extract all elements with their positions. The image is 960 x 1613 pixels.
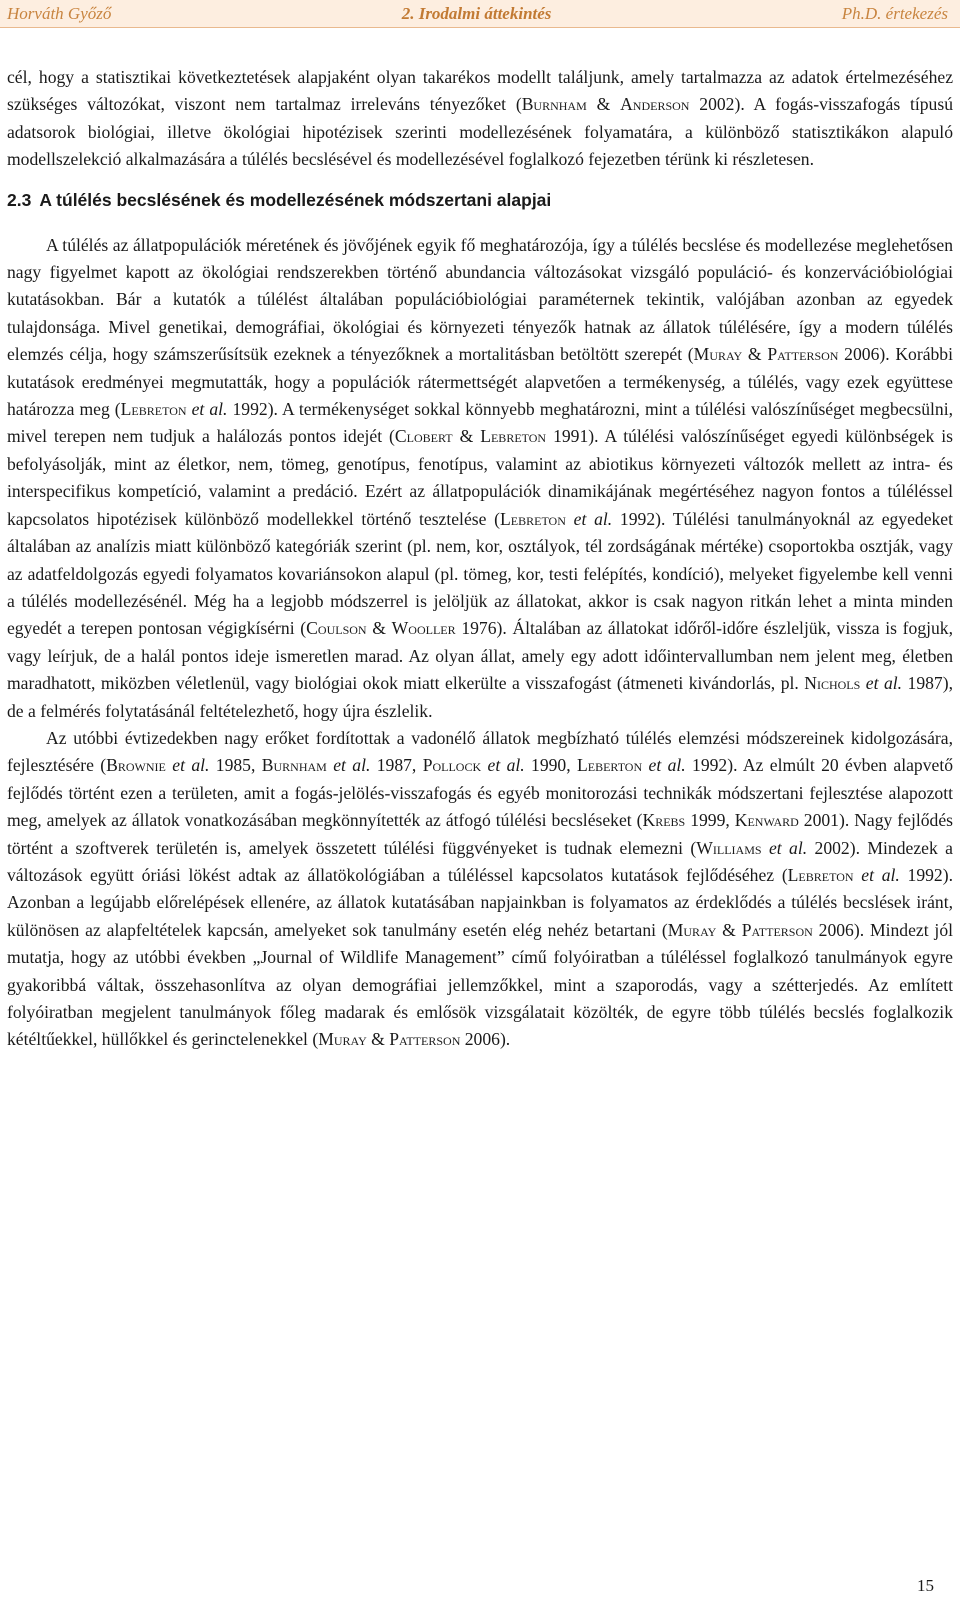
citation-author: Nichols [804, 673, 861, 694]
text: & [716, 919, 742, 940]
citation-author: Muray [667, 919, 717, 940]
citation-author: Lebreton [480, 426, 547, 447]
et-al: et al. [861, 864, 900, 885]
et-al: et al. [768, 837, 808, 858]
running-header [0, 0, 960, 28]
et-al: et al. [865, 673, 903, 694]
text: 1992). A termékenységet sokkal könnyebb meghatározni, mint a túlélési valószínűséget megbecsülni, mivel terepen nem tudjuk a halálozás pontos idejét ( [7, 399, 953, 447]
text: & [366, 1029, 390, 1050]
et-al: et al. [487, 755, 525, 776]
text: 1999, [685, 810, 735, 831]
paragraph-1 [7, 64, 953, 174]
paragraph-2 [7, 232, 953, 725]
text: 2002). Mindezek a változások együtt óriási lökést adtak az állatökológiában a túléléssel kapcsolatos kutatások fejlődéséhez ( [7, 837, 953, 885]
text: 1992). Azonban a legújabb előrelépések ellenére, az állatok kutatásában napjainkban is folyamatos az érdeklődés a túlélés becslések iránt, különösen az alapfeltételek kapcsán, amelyeket sok tanulmány esetén elég nehéz betartani ( [7, 864, 953, 940]
text: & [366, 618, 392, 639]
header-chapter: 2. Irodalmi áttekintés [401, 3, 552, 23]
page-number: 15 [917, 1576, 934, 1595]
text: A túlélés az állatpopulációk méretének és jövőjének egyik fő meghatározója, így a túlélés becslése és modellezése meglehetősen nagy figyelmet kapott az ökológiai rendszerekben történő abundancia változásokat vizsgáló populáció- és konzervációbiológiai kutatásokban. Bár a kutatók a túlélést általában populációbiológiai paraméternek tekintik, valójában azonban az egyedek tulajdonsága. Mivel genetikai, demográfiai, ökológiai és környezeti tényezők hatnak az állatok túlélésére, így a modern túlélés elemzés célja, hogy számszerűsítsük ezeknek a tényezőknek a mortalitásban betöltött szerepét ( [7, 234, 953, 365]
paragraph-3 [7, 725, 953, 1054]
citation-author: Coulson [306, 618, 367, 639]
citation-author: Krebs [642, 810, 686, 831]
citation-author: Brownie [106, 755, 166, 776]
citation-author: Muray [318, 1029, 367, 1050]
citation-author: Lebreton [120, 399, 187, 420]
et-al: et al. [333, 755, 371, 776]
section-title: A túlélés becslésének és modellezésének módszertani alapjai [39, 189, 552, 210]
text: 1987, [370, 755, 423, 776]
et-al: et al. [191, 399, 228, 420]
page-body [7, 64, 953, 1054]
et-al: et al. [648, 755, 686, 776]
header-doctype: Ph.D. értekezés [841, 3, 948, 23]
citation-author: Patterson [389, 1029, 461, 1050]
text: 2006). [460, 1029, 511, 1050]
et-al: et al. [172, 755, 210, 776]
text: 1976). Általában az állatokat időről-időre észleljük, vissza is fogjuk, vagy leírjuk, de a halál pontos ideje ismeretlen marad. Az olyan állat, amely egy adott időintervallumban nem jelent meg, életben maradhatott, miközben véletlenül, vagy biológiai okok miatt elkerülte a visszafogást (átmeneti kivándorlás, pl. [7, 618, 953, 694]
citation-author: Wooller [391, 618, 456, 639]
text: Az utóbbi évtizedekben nagy erőket fordítottak a vadonélő állatok megbízható túlélés elemzési módszereinek kidolgozására, fejlesztésére ( [7, 727, 953, 776]
citation-author: Clobert [394, 426, 453, 447]
text: 1992). Az elmúlt 20 évben alapvető fejlődés történt ezen a területen, amit a fogás-jelölés-visszafogás és egyéb monitorozási technikák módszertani fejlesztése alapozott meg, amelyek az állatok vonatkozásában megkönnyítették az átfogó túlélési becsléseket ( [7, 755, 954, 831]
text: cél, hogy a statisztikai következtetések alapjaként olyan takarékos modellt találjunk, amely tartalmazza az adatok értelmezéséhez szükséges változókat, viszont nem tartalmaz irreleváns tényezőket ( [7, 67, 953, 115]
text: 1992). Túlélési tanulmányoknál az egyedeket általában az analízis miatt különböző kategóriák szerint (pl. nem, kor, osztályok, tél zordságának mértéke) csoportokba osztják, vagy az adatfeldolgozás egyedi folyamatos kovariánsokon alapul (pl. tömeg, kor, testi felépítés, kondíció), melyeket figyelembe kell venni a túlélés modellezésénél. Még ha a legjobb módszerrel is jelöljük az állatokat, akkor is csak nagyon ritkán lehet a minta minden egyedét a terepen pontosan végigkísérni ( [7, 508, 953, 639]
text: 1990, [524, 755, 577, 776]
citation-author: Patterson [741, 919, 813, 940]
text: 1987), de a felmérés folytatásánál feltételezhető, hogy újra észlelik. [7, 673, 953, 721]
text: & [452, 426, 481, 447]
section-heading [7, 188, 953, 212]
citation-author: Lebreton [500, 508, 566, 529]
citation-author: Kenward [734, 810, 799, 831]
text: 2006). Korábbi kutatások eredményei megmutatták, hogy a populációk rátermettségét alapvetően a termékenység, a túlélés, vagy ezek együttese határozza meg ( [7, 344, 953, 420]
citation-author: Leberton [577, 755, 643, 776]
citation-author: Burnham [521, 94, 587, 115]
citation-author: Williams [696, 837, 762, 858]
text: & [742, 344, 768, 365]
citation-author: Patterson [767, 344, 839, 365]
text: & [586, 94, 621, 115]
citation-author: Pollock [422, 755, 482, 776]
text: 1985, [209, 755, 262, 776]
text: 2002). A fogás-visszafogás típusú adatsorok biológiai, illetve ökológiai hipotézisek szerinti modellezésének folyamatára, a különböző statisztikákon alapuló modellszelekció alkalmazására a túlélés becslésével és modellezésével foglalkozó fejezetben térünk ki részletesen. [7, 94, 954, 170]
et-al: et al. [573, 508, 613, 529]
citation-author: Lebreton [787, 864, 854, 885]
text: 1991). A túlélési valószínűséget egyedi különbségek is befolyásolják, mint az életkor, nem, tömeg, genotípus, fenotípus, valamint az abiotikus környezeti változók mellett az intra- és interspecifikus kompetíció, valamint a predáció. Ezért az állatpopulációk dinamikájának megértéséhez nagyon fontos a túléléssel kapcsolatos hipotézisek különböző modellekkel történő tesztelése ( [7, 426, 954, 529]
citation-author: Muray [693, 344, 743, 365]
text: 2006). Mindezt jól mutatja, hogy az utóbbi években „Journal of Wildlife Management” című folyóiratban a túléléssel foglalkozó tanulmányok egyre gyakoribbá váltak, összehasonlítva az olyan demográfiai jellemzőkkel, mint a szaporodás, vagy a szétterjedés. Az említett folyóiratban megjelent tanulmányok főleg madarak és emlősök vizsgálatait közölték, de egyre több túlélés becslés foglalkozik kétéltűekkel, hüllőkkel és gerinctelenekkel ( [7, 919, 953, 1050]
citation-author: Anderson [620, 94, 690, 115]
header-author: Horváth Győző [7, 3, 112, 23]
citation-author: Burnham [261, 755, 327, 776]
text: 2001). Nagy fejlődés történt a szoftverek területén is, amelyek összetett túlélési függvényeket is tudnak elemezni ( [7, 810, 953, 858]
section-number: 2.3 [7, 189, 32, 210]
